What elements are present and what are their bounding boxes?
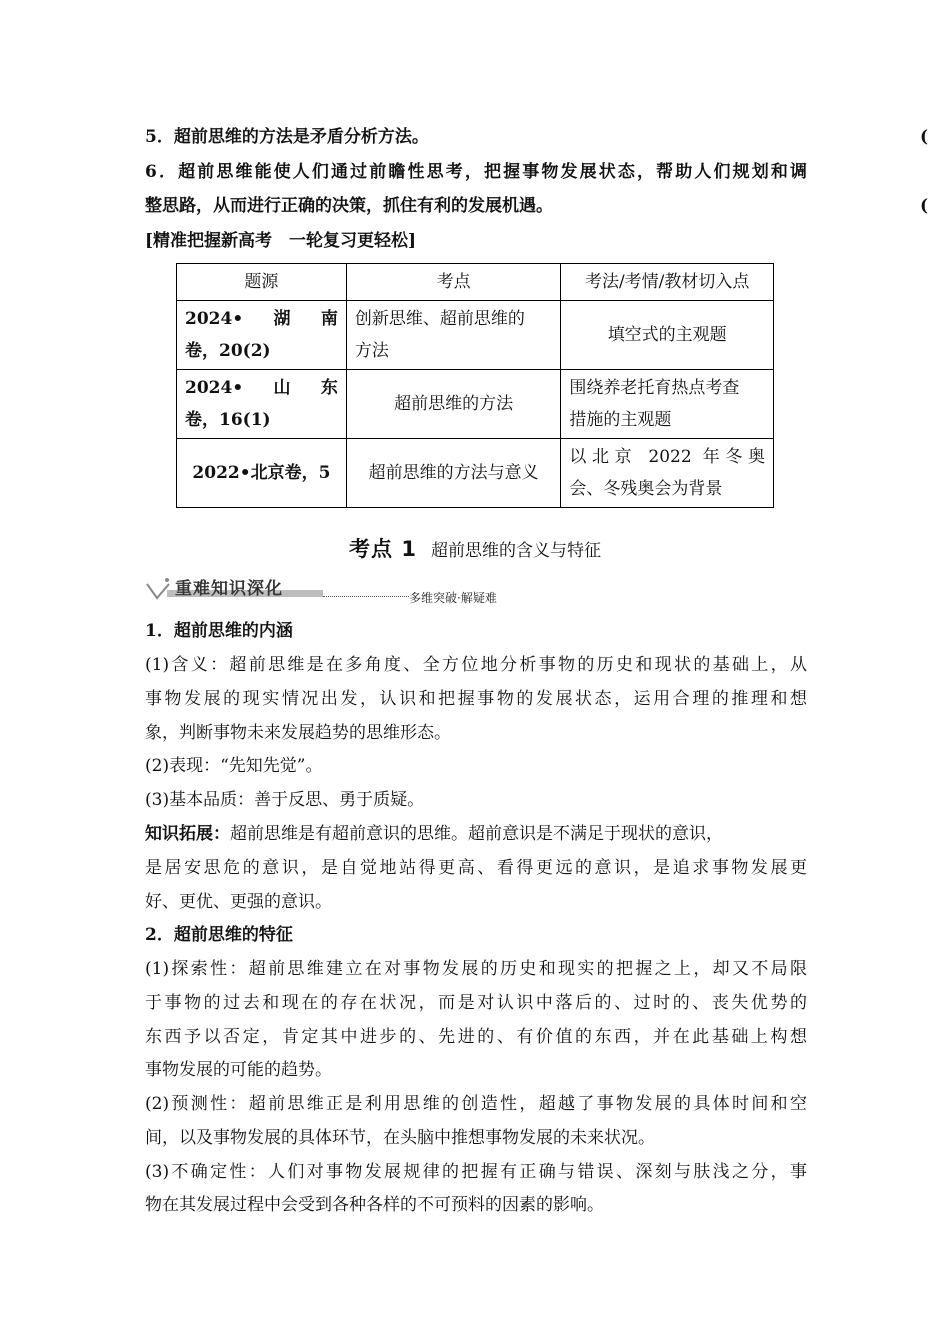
table-cell-method: 填空式的主观题 (561, 301, 774, 370)
extension-line (145, 817, 807, 851)
table-cell-method (561, 370, 774, 439)
paragraph-line: 事物发展的现实情况出发，认识和把握事物的发展状态，运用合理的推理和想 (145, 689, 807, 709)
source-paper: 卷，16(1) (185, 410, 271, 430)
table-header-row (177, 264, 774, 301)
item-6-line1: 6．超前思维能使人们通过前瞻性思考，把握事物发展状态，帮助人们规划和调 (145, 162, 807, 182)
paragraph-line: (1)含义：超前思维是在多角度、全方位地分析事物的历史和现状的基础上，从 (145, 655, 807, 675)
source-char: 湖 (273, 309, 291, 329)
paragraph-line: 间，以及事物发展的具体环节，在头脑中推想事物发展的未来状况。 (145, 1128, 655, 1148)
exam-table (176, 263, 774, 508)
paragraph-line: (3)基本品质：善于反思、勇于质疑。 (145, 790, 425, 810)
paragraph-line: (2)表现：“先知先觉”。 (145, 756, 323, 776)
table-row (177, 439, 774, 508)
paragraph-line: 物在其发展过程中会受到各种各样的不可预料的因素的影响。 (145, 1195, 604, 1215)
extension-label: 知识拓展： (145, 824, 230, 844)
paragraph-line: 于事物的过去和现在的存在状况，而是对认识中落后的、过时的、丧失优势的 (145, 993, 807, 1013)
method-line: 措施的主观题 (569, 410, 672, 430)
item-5-paren: ( (920, 127, 929, 147)
item-6-paren: ( (920, 196, 929, 216)
extension-text: 超前思维是有超前意识的思维。超前意识是不满足于现状的意识， (230, 824, 723, 844)
table-row (177, 301, 774, 370)
kaodian-name: 超前思维的含义与特征 (430, 541, 601, 561)
source-char: 南 (320, 309, 338, 329)
heading-2: 2．超前思维的特征 (145, 925, 293, 945)
point-line: 创新思维、超前思维的 (354, 309, 525, 329)
point-line: 方法 (354, 341, 389, 361)
item-6-line2: 整思路，从而进行正确的决策，抓住有利的发展机遇。 (145, 196, 553, 216)
section-banner (145, 574, 545, 608)
source-year: 2024• (185, 309, 244, 329)
source-paper: 卷，20(2) (185, 341, 271, 361)
table-header: 考点 (346, 264, 561, 301)
table-header: 考法/考情/教材切入点 (561, 264, 774, 301)
source-char: 东 (320, 378, 338, 398)
table-cell-method (561, 439, 774, 508)
table-header: 题源 (177, 264, 347, 301)
item-5: 5．超前思维的方法是矛盾分析方法。 (145, 127, 429, 147)
table-row (177, 370, 774, 439)
table-cell-source (177, 370, 347, 439)
table-cell-point (346, 301, 561, 370)
paragraph-line: 是居安思危的意识，是自觉地站得更高、看得更远的意识，是追求事物发展更 (145, 858, 807, 878)
heading-1: 1．超前思维的内涵 (145, 621, 293, 641)
source-year: 2024• (185, 378, 244, 398)
kaodian-number: 考点 1 (349, 537, 417, 561)
kaodian-title (0, 533, 950, 563)
paragraph-line: 东西予以否定，肯定其中进步的、先进的、有价值的东西，并在此基础上构想 (145, 1027, 807, 1047)
paragraph-line: (3)不确定性：人们对事物发展规律的把握有正确与错误、深刻与肤浅之分，事 (145, 1162, 807, 1182)
paragraph-line: 象，判断事物未来发展趋势的思维形态。 (145, 723, 451, 743)
paragraph-line: 好、更优、更强的意识。 (145, 892, 332, 912)
paragraph-line: 事物发展的可能的趋势。 (145, 1060, 332, 1080)
table-cell-source: 2022•北京卷，5 (177, 439, 347, 508)
banner-dotted-line (323, 596, 409, 597)
method-line: 以北京 2022 年冬奥 (569, 447, 765, 467)
table-cell-point: 超前思维的方法 (346, 370, 561, 439)
paragraph-line: (2)预测性：超前思维正是利用思维的创造性，超越了事物发展的具体时间和空 (145, 1094, 807, 1114)
paragraph-line: (1)探索性：超前思维建立在对事物发展的历史和现实的把握之上，却又不局限 (145, 959, 807, 979)
banner-title: 重难知识深化 (175, 579, 283, 599)
banner-subtitle: 多维突破·解疑难 (409, 591, 497, 605)
method-line: 会、冬残奥会为背景 (569, 479, 723, 499)
table-cell-point: 超前思维的方法与意义 (346, 439, 561, 508)
table-cell-source (177, 301, 347, 370)
method-line: 围绕养老托育热点考查 (569, 378, 740, 398)
source-char: 山 (273, 378, 291, 398)
section-heading: [精准把握新高考 一轮复习更轻松] (145, 231, 417, 251)
